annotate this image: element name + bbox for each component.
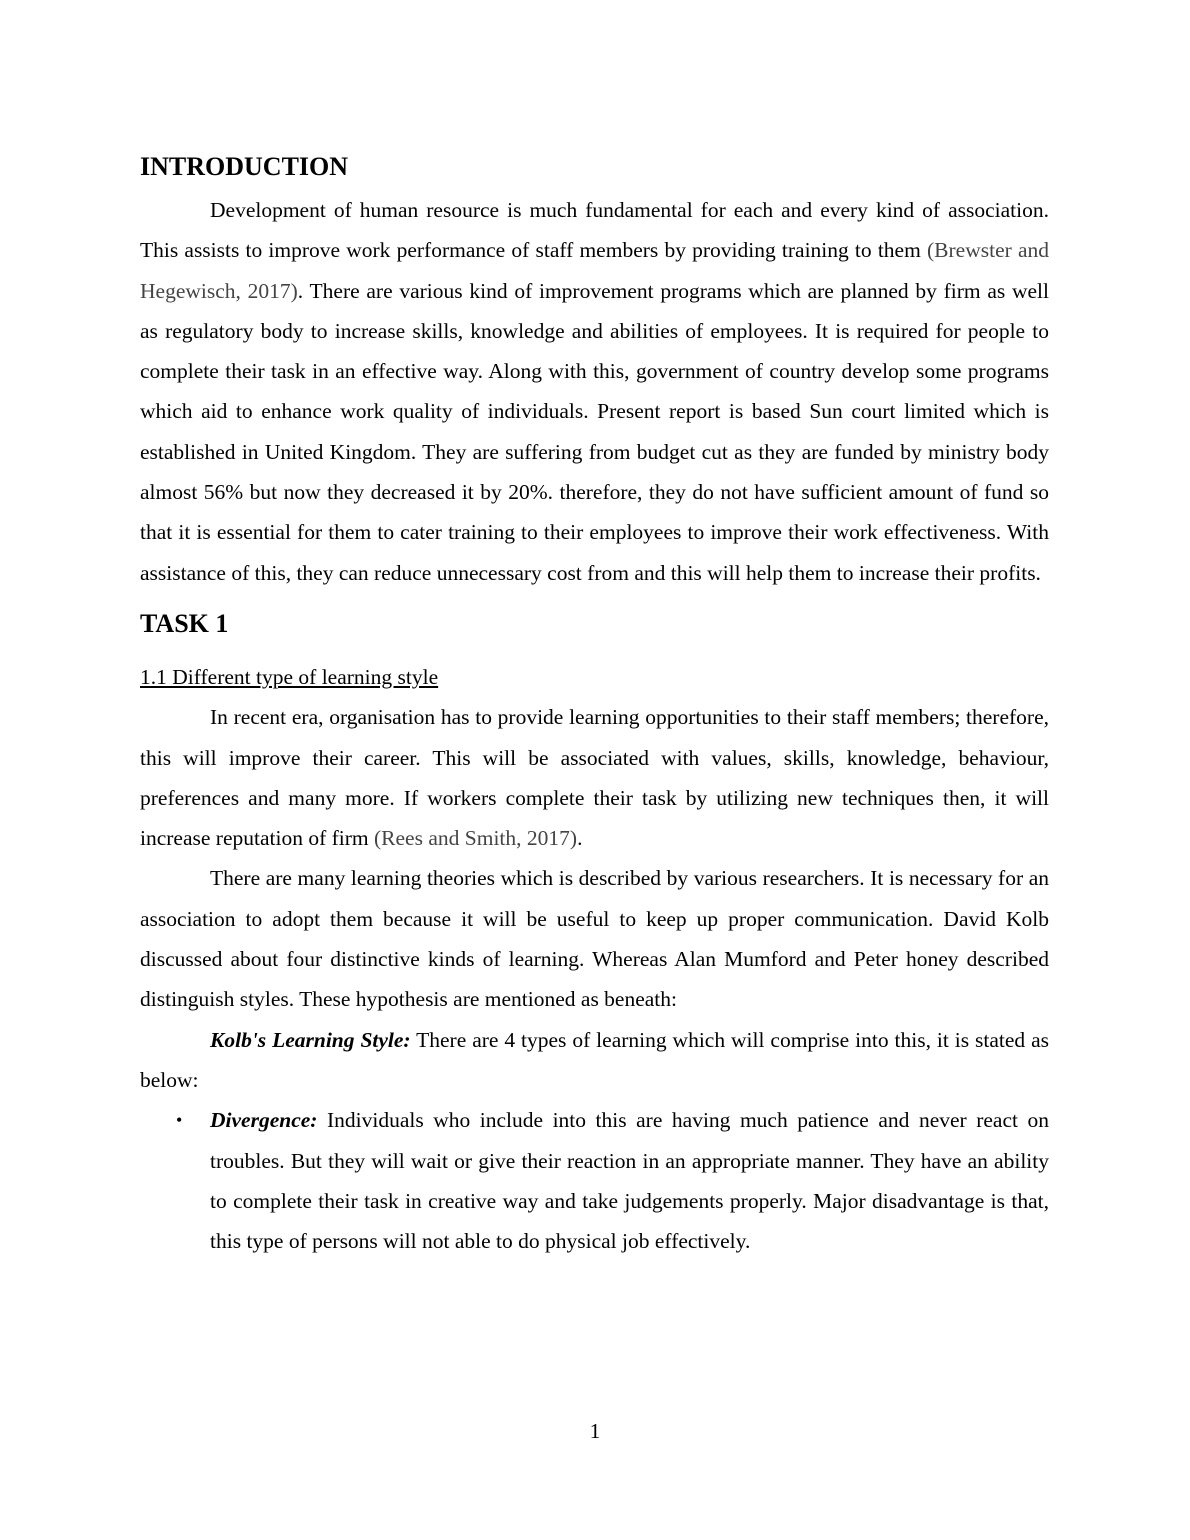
introduction-heading: INTRODUCTION	[140, 152, 349, 181]
kolb-label: Kolb's Learning Style:	[210, 1027, 411, 1052]
task1-paragraph-1	[140, 697, 1049, 858]
learning-style-list	[140, 1100, 1049, 1261]
task1-heading: TASK 1	[140, 608, 229, 638]
divergence-label: Divergence:	[210, 1108, 318, 1133]
introduction-paragraph	[140, 190, 1049, 593]
intro-text-part-1: Development of human resource is much fundamental for each and every kind of association. This assists to improve work performance of staff members by providing training to them	[140, 198, 1049, 263]
task1-p1-text-part-2: .	[577, 826, 583, 851]
kolb-text: There are 4 types of learning which will comprise into this, it is stated as below:	[140, 1027, 1050, 1092]
intro-text-part-2: . There are various kind of improvement programs which are planned by firm as well as regulatory body to increase skills, knowledge and abilities of employees. It is required for people to complete their task in an effective way. Along with this, government of country develop some programs which aid to enhance work quality of individuals. Present report is based Sun court limited which is established in United Kingdom. They are suffering from budget cut as they are funded by ministry body almost 56% but now they decreased it by 20%. therefore, they do not have sufficient amount of fund so that it is essential for them to cater training to their employees to improve their work effectiveness. With assistance of this, they can reduce unnecessary cost from and this will help them to increase their profits.	[140, 278, 1049, 585]
bullet-icon: •	[176, 1110, 183, 1131]
task1-p1-citation: (Rees and Smith, 2017)	[374, 826, 578, 851]
page-content	[140, 148, 1049, 1261]
kolb-paragraph	[140, 1020, 1049, 1101]
list-item-divergence	[140, 1100, 1049, 1261]
section-1-1-subheading: 1.1 Different type of learning style	[140, 664, 439, 689]
intro-citation: (Brewster and Hegewisch, 2017)	[140, 238, 1049, 303]
task1-p1-text-part-1: In recent era, organisation has to provide learning opportunities to their staff members; therefore, this will improve their career. This will be associated with values, skills, knowledge, behaviour, preferences and many more. If workers complete their task by utilizing new techniques then, it will increase reputation of firm	[140, 705, 1049, 851]
page-number: 1	[589, 1419, 601, 1443]
divergence-text: Individuals who include into this are having much patience and never react on troubles. But they will wait or give their reaction in an appropriate manner. They have an ability to complete their task in creative way and take judgements properly. Major disadvantage is that, this type of persons will not able to do physical job effectively.	[210, 1108, 1049, 1254]
task1-paragraph-2: There are many learning theories which is described by various researchers. It is necessary for an association to adopt them because it will be useful to keep up proper communication. David Kolb discussed about four distinctive kinds of learning. Whereas Alan Mumford and Peter honey described distinguish styles. These hypothesis are mentioned as beneath:	[140, 866, 1049, 1012]
